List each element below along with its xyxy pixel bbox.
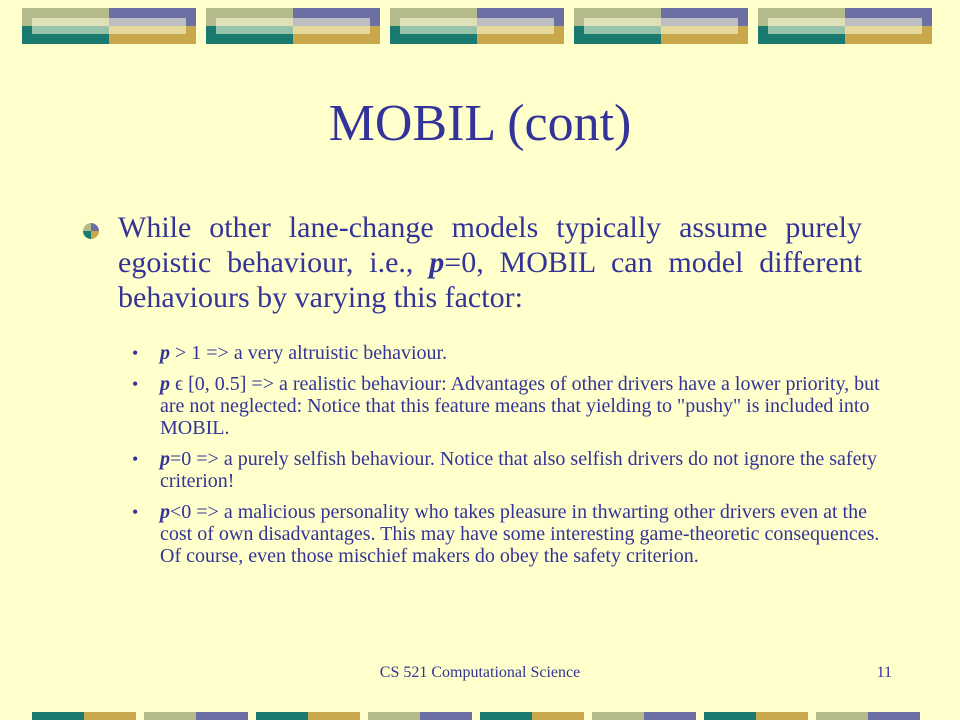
p-symbol: p xyxy=(160,373,170,395)
slide-number: 11 xyxy=(876,664,892,681)
list-item xyxy=(130,501,890,567)
bullet-dot: • xyxy=(132,449,139,469)
bullet-dot: • xyxy=(132,502,139,522)
quartered-circle-bullet-icon xyxy=(82,222,100,240)
p-symbol: p xyxy=(160,342,170,364)
sub-bullet-text: > 1 => a very altruistic behaviour. xyxy=(170,342,448,364)
slide-title: MOBIL (cont) xyxy=(328,95,632,152)
decorative-tile xyxy=(390,8,564,44)
list-item xyxy=(130,373,890,439)
bullet-dot: • xyxy=(132,343,139,363)
sub-bullet-text: <0 => a malicious personality who takes pleasure in thwarting other drivers even at the cost of own disadvantages. This may have some interesting game-theoretic consequences. Of course, even those mischief makers do obey the safety criterion. xyxy=(160,501,880,567)
sub-bullet-list xyxy=(130,342,890,576)
footer-course-name: CS 521 Computational Science xyxy=(379,664,581,681)
main-bullet-text xyxy=(118,210,862,315)
main-bullet-text-post: =0, MOBIL can model different behaviours by varying this factor: xyxy=(118,246,862,314)
sub-bullet-text: =0 => a purely selfish behaviour. Notice that also selfish drivers do not ignore the safety criterion! xyxy=(160,448,878,492)
top-decorative-band xyxy=(22,8,940,44)
p-symbol: p xyxy=(160,448,170,470)
p-symbol: p xyxy=(429,246,445,279)
decorative-tile xyxy=(22,8,196,44)
decorative-tile xyxy=(574,8,748,44)
list-item xyxy=(130,448,890,492)
main-bullet-text-pre: While other lane-change models typically assume purely egoistic behaviour, i.e., xyxy=(118,211,862,279)
sub-bullet-text: ϵ [0, 0.5] => a realistic behaviour: Advantages of other drivers have a lower priority, but are not neglected: Notice that this feature means that yielding to "pushy" is included into MOBIL. xyxy=(160,373,880,439)
bullet-dot: • xyxy=(132,374,139,394)
decorative-tile xyxy=(206,8,380,44)
decorative-tile xyxy=(758,8,932,44)
p-symbol: p xyxy=(160,501,170,523)
list-item xyxy=(130,342,890,364)
bottom-decorative-band xyxy=(32,712,960,720)
